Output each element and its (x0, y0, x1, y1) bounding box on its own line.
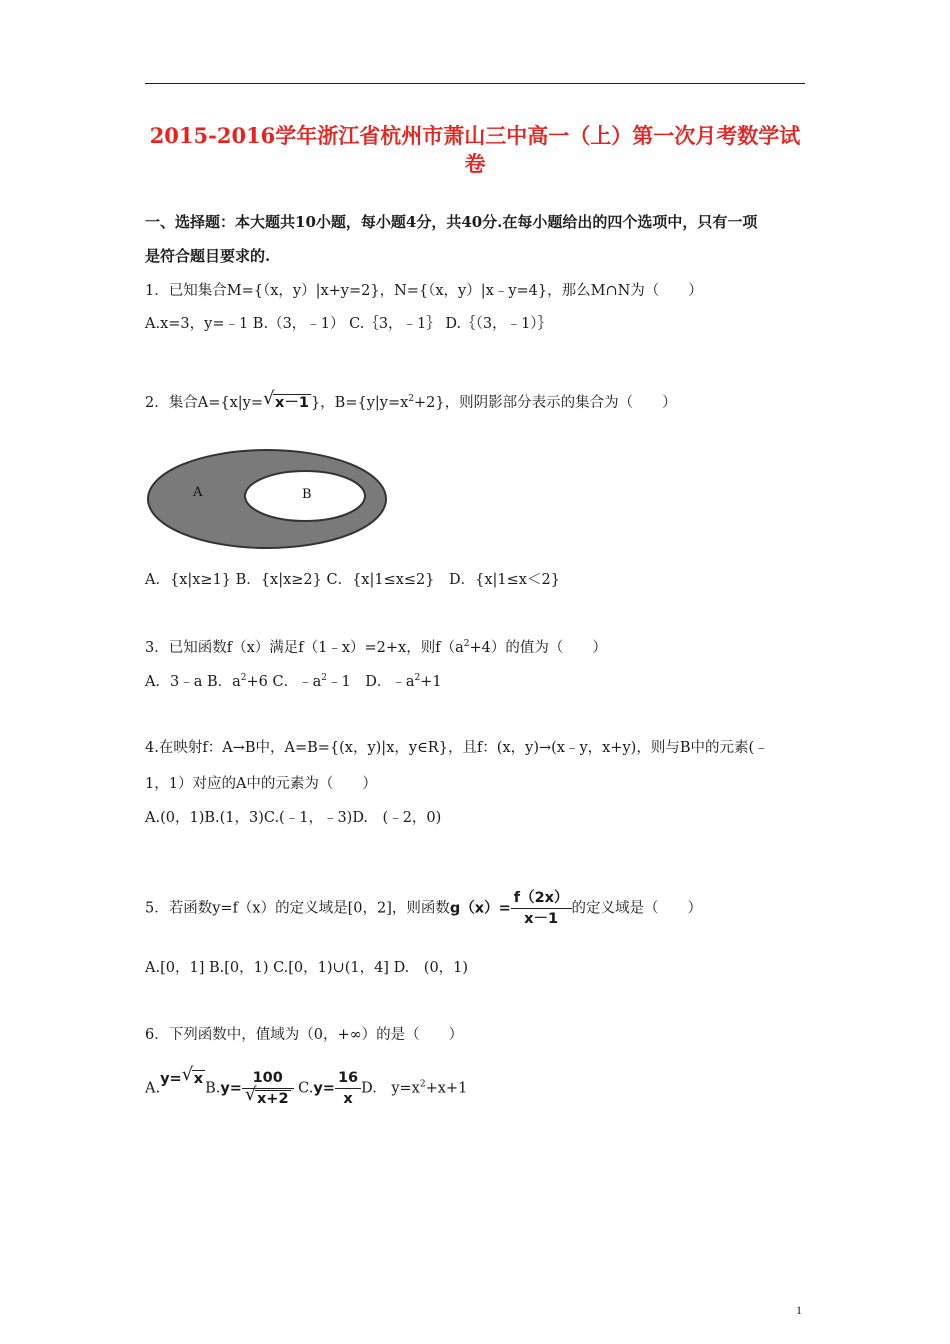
q3-opt-c: ﹣1 D．﹣a (326, 674, 415, 690)
q3-opt-d: +1 (420, 674, 442, 690)
q6-opt-d: D. y=x (361, 1080, 420, 1097)
q1-stem: 1．已知集合M={（x，y）|x+y=2}，N={（x，y）|x﹣y=4}，那么M∩N为（ ） (145, 283, 703, 299)
superscript: 2 (408, 394, 415, 404)
sqrt-formula (244, 1084, 291, 1109)
q2-stem-b: }，B={y|y=x (310, 395, 409, 411)
q6-opt-d-tail: +x+1 (425, 1080, 468, 1097)
section-heading-line-1: 一、选择题：本大题共10小题，每小题4分，共40分.在每小题给出的四个选项中，只有一项 (145, 213, 758, 231)
fraction-denominator: x－1 (524, 911, 559, 927)
q4-stem-line-1: 4.在映射f：A→B中，A=B={(x，y)|x，y∈R}，且f：(x，y)→(x﹣y，x+y)，则与B中的元素(﹣ (145, 740, 769, 756)
fraction (511, 888, 572, 929)
q6-formula-b (220, 1068, 293, 1109)
q1-options: A.x=3，y=﹣1 B.（3，﹣1） C.｛3，﹣1｝ D.｛（3，﹣1）｝ (145, 316, 553, 332)
fraction (335, 1068, 361, 1109)
title-line-2: 卷 (464, 151, 486, 176)
q4-stem-line-2: 1，1）对应的A中的元素为（ ） (145, 776, 377, 792)
sqrt-body: x (193, 1070, 204, 1087)
header-rule (145, 83, 805, 84)
sqrt-formula (262, 388, 311, 413)
q2-options: A．{x|x≥1} B．{x|x≥2} C．{x|1≤x≤2} D．{x|1≤x＜2} (145, 572, 560, 588)
exam-title (140, 122, 810, 178)
q3-stem-b: +4）的值为（ ） (469, 640, 607, 656)
radical-sign-icon: √ (262, 388, 275, 409)
formula-lhs: y= (160, 1070, 182, 1087)
fraction-numerator: f（2x） (511, 888, 572, 909)
sqrt-body: x+2 (256, 1091, 289, 1107)
venn-diagram (145, 446, 390, 552)
venn-label-a: A (193, 485, 203, 500)
fraction-denominator: x (343, 1091, 353, 1107)
fraction-numerator: 100 (242, 1068, 294, 1089)
q5-stem-a: 5．若函数y=f（x）的定义域是[0，2]，则函数 (145, 900, 450, 917)
q6-opt-c-prefix: C. (293, 1080, 314, 1097)
q6-formula-c (313, 1068, 361, 1109)
q3-stem (145, 638, 607, 658)
q3-opt-a: A．3﹣a B．a (145, 674, 241, 690)
q5-stem-b: 的定义域是（ ） (571, 900, 703, 917)
fraction (242, 1068, 294, 1109)
q3-stem-a: 3．已知函数f（x）满足f（1﹣x）=2+x，则f（a (145, 640, 464, 656)
q6-opt-a-prefix: A. (145, 1080, 161, 1097)
q6-options (145, 1063, 468, 1109)
fraction-numerator: 16 (335, 1068, 361, 1089)
q6-formula-a (160, 1063, 205, 1089)
g-formula (450, 888, 572, 929)
radical-sign-icon: √ (181, 1063, 194, 1085)
formula-lhs: y= (220, 1080, 242, 1097)
q2-stem-a: 2．集合A={x|y= (145, 395, 263, 411)
formula-lhs: y= (313, 1080, 335, 1097)
superscript: 2 (419, 1079, 426, 1090)
radical-sign-icon: √ (244, 1084, 257, 1105)
q3-opt-b: +6 C．﹣a (246, 674, 322, 690)
sqrt-body: x－1 (274, 395, 309, 411)
q3-options (145, 672, 442, 692)
superscript: 2 (321, 673, 327, 683)
q6-opt-b-prefix: B. (205, 1080, 221, 1097)
q2-stem (145, 388, 677, 413)
sqrt-formula (181, 1063, 205, 1089)
venn-label-b: B (302, 487, 312, 502)
g-left: g（x）= (449, 900, 511, 917)
page-number: 1 (796, 1303, 802, 1317)
q2-stem-c: +2}，则阴影部分表示的集合为（ ） (414, 395, 677, 411)
superscript: 2 (240, 673, 247, 683)
section-heading-line-2: 是符合题目要求的. (145, 247, 271, 265)
q4-options: A.(0，1)B.(1，3)C.(﹣1，﹣3)D. (﹣2，0) (145, 810, 442, 826)
fraction-denominator (242, 1084, 294, 1109)
title-line-1: 2015-2016学年浙江省杭州市萧山三中高一（上）第一次月考数学试 (149, 123, 801, 148)
q6-stem: 6．下列函数中，值域为（0，+∞）的是（ ） (145, 1027, 464, 1043)
superscript: 2 (414, 673, 421, 683)
q5-stem (145, 888, 702, 929)
superscript: 2 (463, 639, 470, 649)
q5-options: A.[0，1] B.[0，1) C.[0，1)∪(1，4] D. (0，1) (145, 960, 469, 976)
